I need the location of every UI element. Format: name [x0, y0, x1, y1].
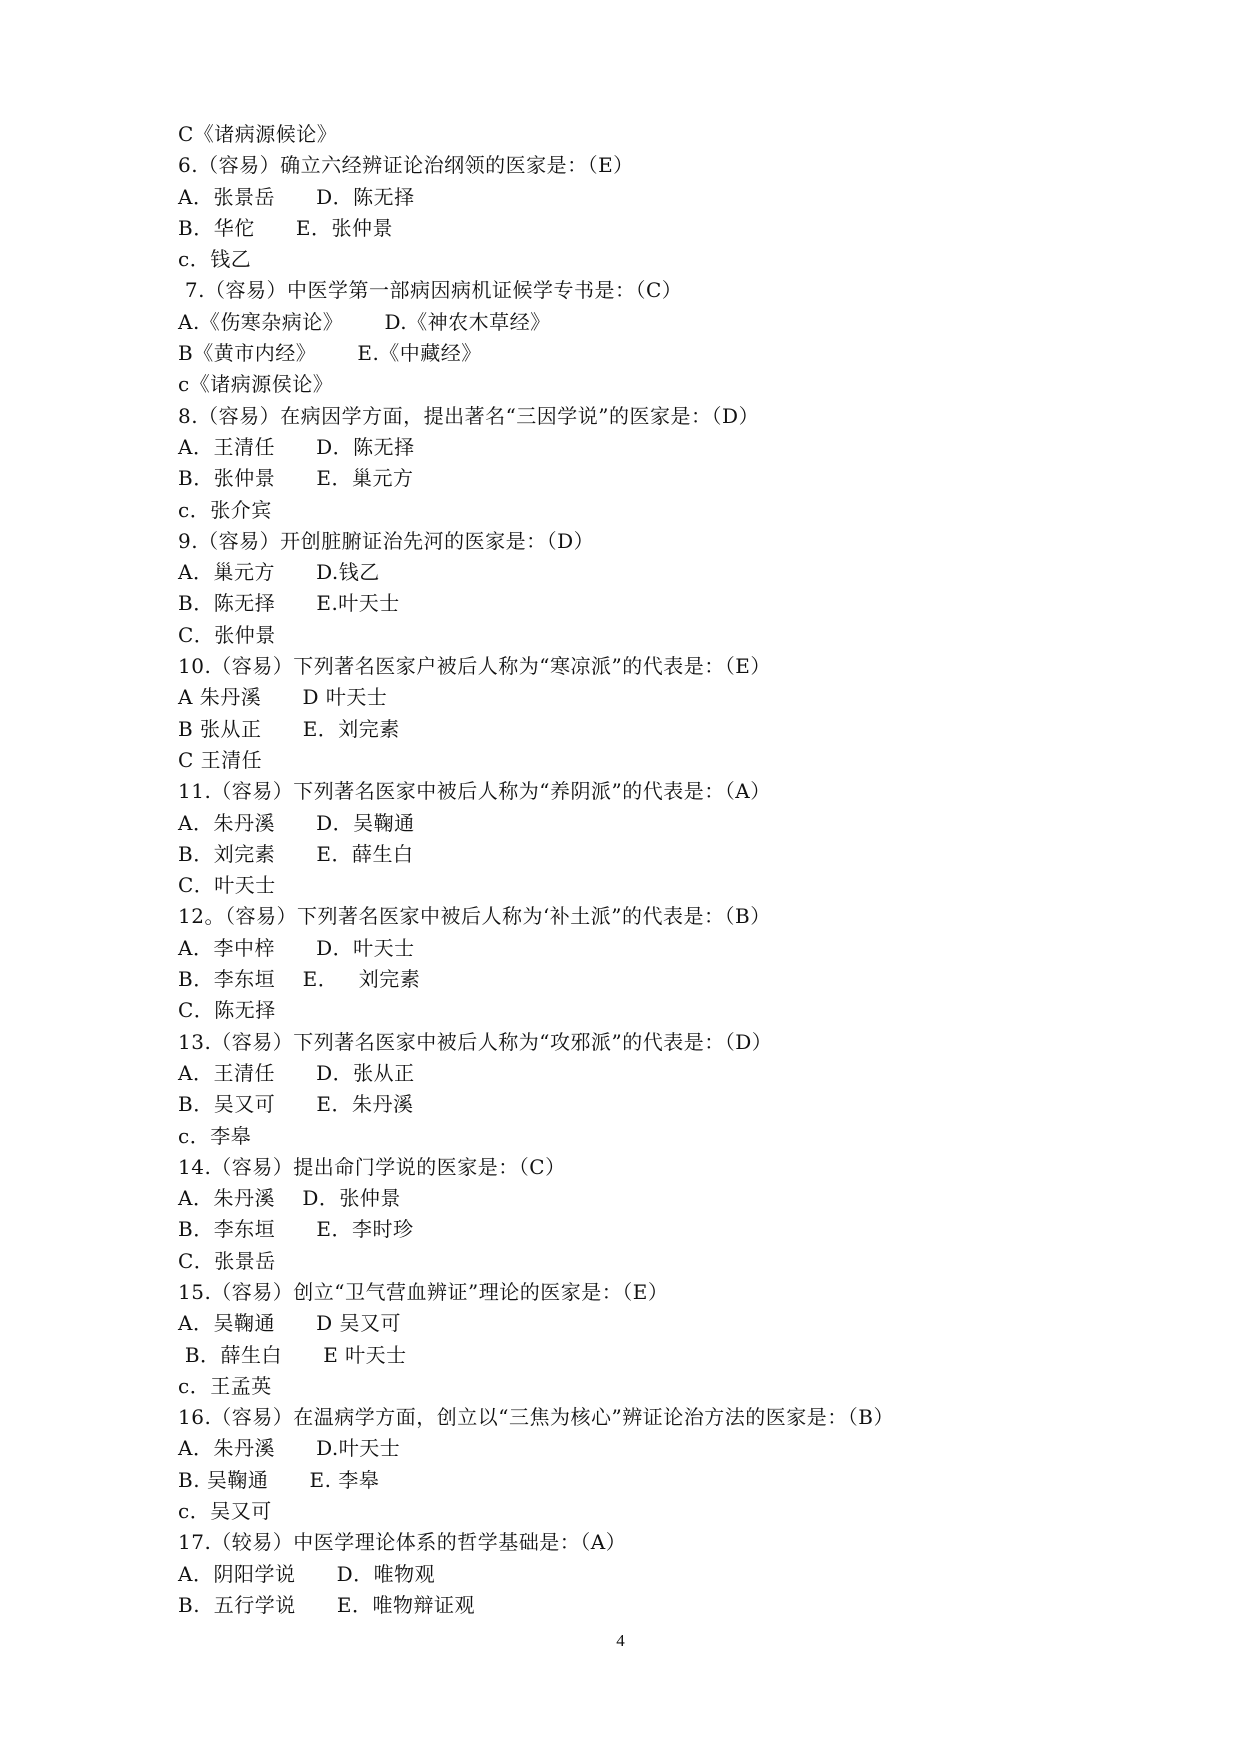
option-line: A．朱丹溪 D.叶天士	[178, 1436, 401, 1461]
option-line: B．薛生白 E 叶天士	[178, 1342, 407, 1367]
page-number: 4	[616, 1631, 625, 1650]
option-line: B．李东垣 E． 刘完素	[178, 967, 421, 992]
option-line: B《黄市内经》 E.《中藏经》	[178, 341, 482, 366]
option-line: B 张从正 E．刘完素	[178, 716, 400, 741]
option-line: c．李皋	[178, 1123, 252, 1148]
option-line: C 王清任	[178, 747, 263, 772]
question-line: 11.（容易）下列著名医家中被后人称为“养阴派”的代表是：（A）	[178, 779, 771, 804]
option-line: C．陈无择	[178, 998, 276, 1023]
option-line: A．巢元方 D.钱乙	[178, 560, 380, 585]
option-line: A．李中梓 D．叶天士	[178, 935, 415, 960]
option-line: B. 吴鞠通 E. 李皋	[178, 1467, 380, 1492]
option-line: c．吴又可	[178, 1499, 272, 1524]
question-line: 13.（容易）下列著名医家中被后人称为“攻邪派”的代表是：（D）	[178, 1029, 773, 1054]
option-line: B．华佗 E．张仲景	[178, 215, 393, 240]
option-line: A．吴鞠通 D 吴又可	[178, 1311, 401, 1336]
question-line: 10.（容易）下列著名医家户被后人称为“寒凉派”的代表是：（E）	[178, 654, 771, 679]
question-line: 17.（较易）中医学理论体系的哲学基础是：（A）	[178, 1530, 627, 1555]
question-list	[178, 119, 1078, 1621]
option-line: C．张景岳	[178, 1248, 276, 1273]
text-line: C《诸病源候论》	[178, 122, 338, 146]
option-line: A．张景岳 D．陈无择	[178, 184, 415, 209]
question-line: 14.（容易）提出命门学说的医家是：（C）	[178, 1154, 566, 1179]
option-line: B．刘完素 E．薛生白	[178, 841, 414, 866]
question-line: 16.（容易）在温病学方面，创立以“三焦为核心”辨证论治方法的医家是：（B）	[178, 1405, 894, 1430]
option-line: B．陈无择 E.叶天士	[178, 591, 400, 616]
option-line: A.《伤寒杂病论》 D.《神农木草经》	[178, 309, 551, 334]
option-line: A 朱丹溪 D 叶天士	[178, 685, 388, 710]
option-line: B. 五行学说 E．唯物辩证观	[178, 1592, 476, 1617]
option-line: c《诸病源侯论》	[178, 372, 334, 397]
option-line: C．张仲景	[178, 622, 276, 647]
option-line: c．张介宾	[178, 497, 272, 522]
question-line: 9.（容易）开创脏腑证治先河的医家是：（D）	[178, 528, 595, 553]
option-line: A．王清任 D．张从正	[178, 1060, 415, 1085]
question-line: 6.（容易）确立六经辨证论治纲领的医家是：（E）	[178, 153, 634, 178]
option-line: A．阴阳学说 D．唯物观	[178, 1561, 436, 1586]
option-line: B．张仲景 E．巢元方	[178, 466, 414, 491]
option-line: c．钱乙	[178, 247, 252, 272]
question-line: 8.（容易）在病因学方面，提出著名“三因学说”的医家是：（D）	[178, 403, 760, 428]
option-line: A．王清任 D．陈无择	[178, 434, 415, 459]
question-line: 7.（容易）中医学第一部病因病机证候学专书是：（C）	[178, 278, 683, 303]
option-line: A．朱丹溪 D．吴鞠通	[178, 810, 415, 835]
option-line: B．吴又可 E．朱丹溪	[178, 1092, 414, 1117]
option-line: A．朱丹溪 D．张仲景	[178, 1186, 401, 1211]
question-line: 15.（容易）创立“卫气营血辨证”理论的医家是：（E）	[178, 1279, 669, 1304]
option-line: c．王孟英	[178, 1373, 272, 1398]
option-line: C．叶天士	[178, 873, 276, 898]
question-line: 12。（容易）下列著名医家中被后人称为‘补土派”的代表是：（B）	[178, 904, 771, 929]
option-line: B．李东垣 E．李时珍	[178, 1217, 414, 1242]
